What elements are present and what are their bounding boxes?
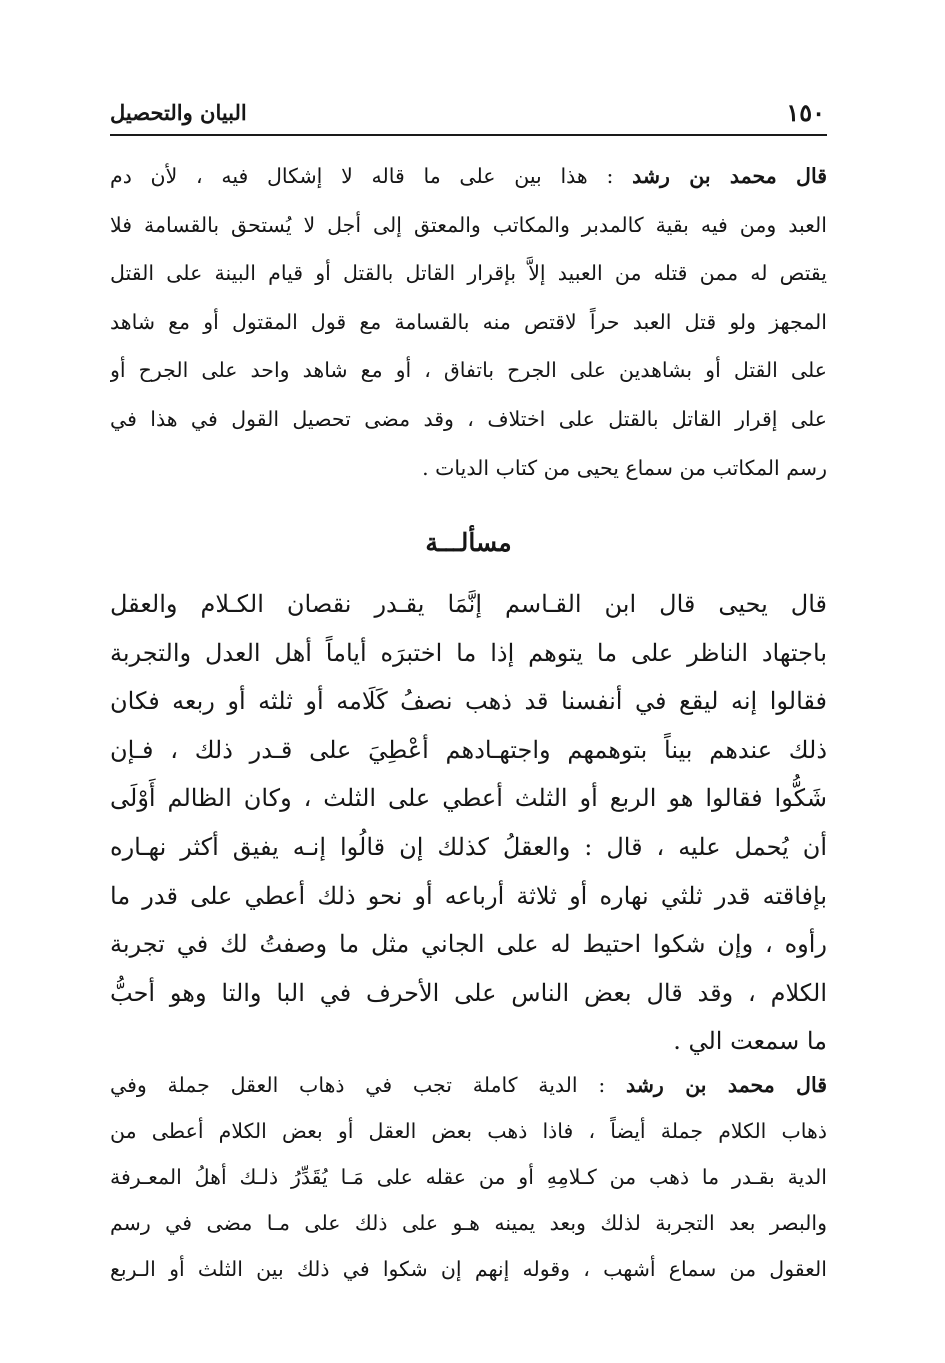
text-line: يقتص له ممن قتله من العبيد إلاَّ بإقرار القاتل بالقتل أو قيام البينة على القتل [110,261,827,286]
text-line: ذلك عندهم بيناً بتوهمهم واجتهـادهم أعْطِيَ على قـدر ذلك ، فـإن [110,735,827,764]
page-header [110,96,825,130]
text-line: والبصر بعد التجربة لذلك وبعد يمينه هـو على ذلك على مـا مضى في رسم [110,1211,827,1235]
paragraph-question [110,580,827,1066]
text-line: الدية بقـدر ما ذهب من كـلامِهِ أو من عقله على مَـا يُقَدِّرُ ذلـك أهلُ المعـرفة [110,1165,827,1189]
text-line: فقالوا إنه ليقع في أنفسنا قد ذهب نصفُ كَلَامه أو ثلثه أو ربعه فكان [110,687,827,716]
paragraph-ibn-rushd-2 [110,1062,827,1292]
text-line: باجتهاد الناظر على ما يتوهم إذا ما اختبرَه أياماً أهل العدل والتجربة [110,638,827,667]
text-line: العبد ومن فيه بقية كالمدبر والمكاتب والمعتق إلى أجل لا يُستحق بالقسامة فلا [110,212,827,237]
paragraph-ibn-rushd-1 [110,152,827,492]
text-line: رسم المكاتب من سماع يحيى من كتاب الديات . [422,455,827,480]
text-line: العقول من سماع أشهب ، وقوله إنهم إن شكوا في ذلك بين الثلث أو الـربع [110,1257,827,1281]
text-line: الكلام ، وقد قال بعض الناس على الأحرف في البا والتا وهو أحبُّ [110,978,827,1007]
text-line: ما سمعت الي . [673,1027,827,1056]
text-line: قال محمد بن رشد : هذا بين على ما قاله لا إشكال فيه ، لأن دم [110,164,827,188]
header-rule [110,134,827,136]
speaker-label: قال محمد بن رشد [632,164,827,188]
text-line: شَكُّوا فقالوا هو الربع أو الثلث أعطي على الثلث ، وكان الظالم أَوْلَى [110,784,827,813]
text-line: على القتل أو بشاهدين على الجرح باتفاق ، أو مع شاهد واحد على الجرح أو [110,358,827,383]
speaker-label: قال محمد بن رشد [626,1073,827,1097]
text-line: المجهز ولو قتل العبد حراً لاقتص منه بالقسامة مع قول المقتول أو مع شاهد [110,309,827,334]
text-line: قال يحيى قال ابن القـاسم إنَّمَا يقـدر نقصان الكـلام والعقل [110,590,827,618]
text-line: بإفاقته قدر ثلثي نهاره أو ثلاثة أرباعه أو نحو ذلك أعطي على قدر ما [110,881,827,910]
text-line: أن يُحمل عليه ، قال : والعقلُ كذلك إن قالُوا إنـه يفيق أكثر نهـاره [110,832,827,861]
running-title: البيان والتحصيل [110,100,247,125]
text-line: قال محمد بن رشد : الدية كاملة تجب في ذهاب العقل جملة وفي [110,1073,827,1097]
text-line: على إقرار القاتل بالقتل على اختلاف ، وقد مضى تحصيل القول في هذا في [110,406,827,431]
page-number: ١٥٠ [786,98,825,127]
section-heading: مسألـــة [425,528,512,557]
text-line: رأوه ، وإن شكوا احتيط له على الجاني مثل ما وصفتُ لك في تجربة [110,930,827,959]
text-line: ذهاب الكلام جملة أيضاً ، فاذا ذهب بعض العقل أو بعض الكلام أعطى من [110,1119,827,1143]
